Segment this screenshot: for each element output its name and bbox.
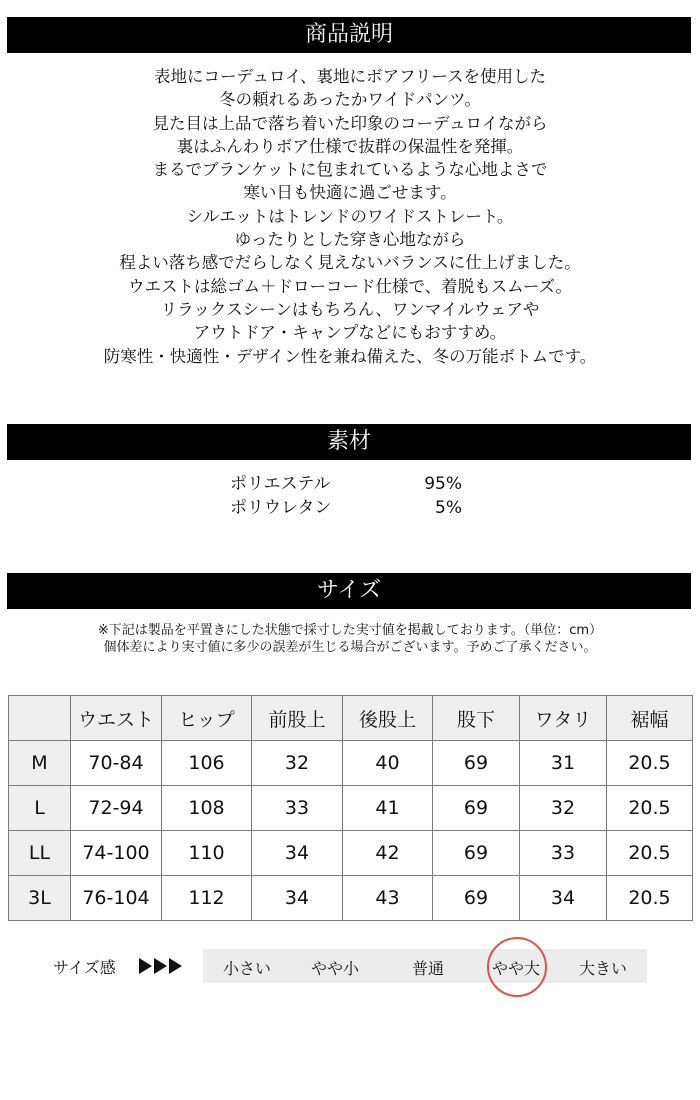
size-cell: 69 (433, 831, 520, 876)
size-column-header (9, 696, 71, 741)
size-cell: 70-84 (71, 741, 162, 786)
size-cell: 69 (433, 786, 520, 831)
material-row (230, 472, 470, 496)
size-cell: 20.5 (607, 876, 693, 921)
size-table (8, 695, 693, 921)
size-cell: 34 (252, 831, 343, 876)
size-note-line: 個体差により実寸値に多少の誤差が生じる場合がございます。予めご了承ください。 (103, 640, 597, 655)
size-column-header: ヒップ (162, 696, 252, 741)
size-row-label: L (9, 786, 71, 831)
size-row-label: 3L (9, 876, 71, 921)
size-column-header: ワタリ (520, 696, 607, 741)
description-line: リラックスシーンはもちろん、ワンマイルウェアや (160, 299, 540, 319)
description-line: 見た目は上品で落ち着いた印象のコーデュロイながら (152, 113, 548, 133)
description-line: シルエットはトレンドのワイドストレート。 (186, 206, 514, 226)
material-percent: 5% (435, 498, 462, 518)
description-line: まるでブランケットに包まれているような心地よさで (152, 160, 548, 180)
description-line: 裏はふんわりボア仕様で抜群の保温性を発揮。 (176, 136, 524, 156)
description-line: 冬の頼れるあったかワイドパンツ。 (219, 90, 481, 110)
size-table-header (9, 696, 693, 741)
description-line: 寒い日も快適に過ごせます。 (243, 183, 457, 203)
size-cell: 34 (520, 876, 607, 921)
size-cell: 20.5 (607, 786, 693, 831)
fit-option: 大きい (578, 959, 627, 978)
size-cell: 33 (520, 831, 607, 876)
size-column-header: 後股上 (343, 696, 433, 741)
description-line: ゆったりとした穿き心地ながら (234, 230, 466, 250)
material-name: ポリウレタン (230, 498, 332, 518)
size-row-label: M (9, 741, 71, 786)
fit-option: やや大 (491, 959, 540, 978)
size-cell: 110 (162, 831, 252, 876)
fit-scale (0, 949, 700, 983)
fit-selected-circle (487, 937, 547, 997)
description-line: 防寒性・快適性・デザイン性を兼ね備えた、冬の万能ボトムです。 (103, 346, 597, 366)
size-cell: 72-94 (71, 786, 162, 831)
triple-arrow-icon (139, 958, 184, 978)
size-notes (0, 622, 700, 656)
description-line: 程よい落ち感でだらしなく見えないバランスに仕上げました。 (119, 253, 581, 273)
material-heading: 素材 (7, 424, 691, 460)
size-cell: 69 (433, 741, 520, 786)
size-cell: 74-100 (71, 831, 162, 876)
size-cell: 76-104 (71, 876, 162, 921)
size-cell: 40 (343, 741, 433, 786)
fit-title: サイズ感 (53, 958, 116, 977)
size-cell: 41 (343, 786, 433, 831)
size-cell: 20.5 (607, 741, 693, 786)
size-cell: 106 (162, 741, 252, 786)
size-note-line: ※下記は製品を平置きにした状態で採寸した実寸値を掲載しております。（単位：cm） (97, 623, 603, 638)
size-column-header: ウエスト (71, 696, 162, 741)
size-cell: 31 (520, 741, 607, 786)
size-cell: 32 (252, 741, 343, 786)
material-name: ポリエステル (230, 474, 331, 494)
fit-option: 普通 (411, 959, 444, 978)
description-text (0, 65, 700, 368)
size-cell: 69 (433, 876, 520, 921)
material-row (230, 496, 470, 520)
material-percent: 95% (424, 474, 462, 494)
description-line: アウトドア・キャンプなどにもおすすめ。 (193, 323, 507, 343)
table-row (9, 831, 693, 876)
table-row (9, 786, 693, 831)
description-line: ウエストは総ゴム＋ドローコード仕様で、着脱もスムーズ。 (127, 276, 572, 296)
size-cell: 32 (520, 786, 607, 831)
size-cell: 34 (252, 876, 343, 921)
description-line: 表地にコーデュロイ、裏地にボアフリースを使用した (153, 67, 547, 86)
size-column-header: 股下 (433, 696, 520, 741)
fit-option: やや小 (310, 959, 359, 978)
size-cell: 20.5 (607, 831, 693, 876)
size-cell: 42 (343, 831, 433, 876)
size-row-label: LL (9, 831, 71, 876)
size-column-header: 裾幅 (607, 696, 693, 741)
size-cell: 112 (162, 876, 252, 921)
description-heading: 商品説明 (7, 17, 691, 53)
table-row (9, 741, 693, 786)
size-heading: サイズ (7, 573, 691, 609)
fit-scale-bar (203, 949, 647, 983)
size-column-header: 前股上 (252, 696, 343, 741)
size-cell: 43 (343, 876, 433, 921)
size-cell: 108 (162, 786, 252, 831)
size-cell: 33 (252, 786, 343, 831)
table-row (9, 876, 693, 921)
material-list (230, 472, 470, 520)
fit-option: 小さい (222, 959, 271, 978)
